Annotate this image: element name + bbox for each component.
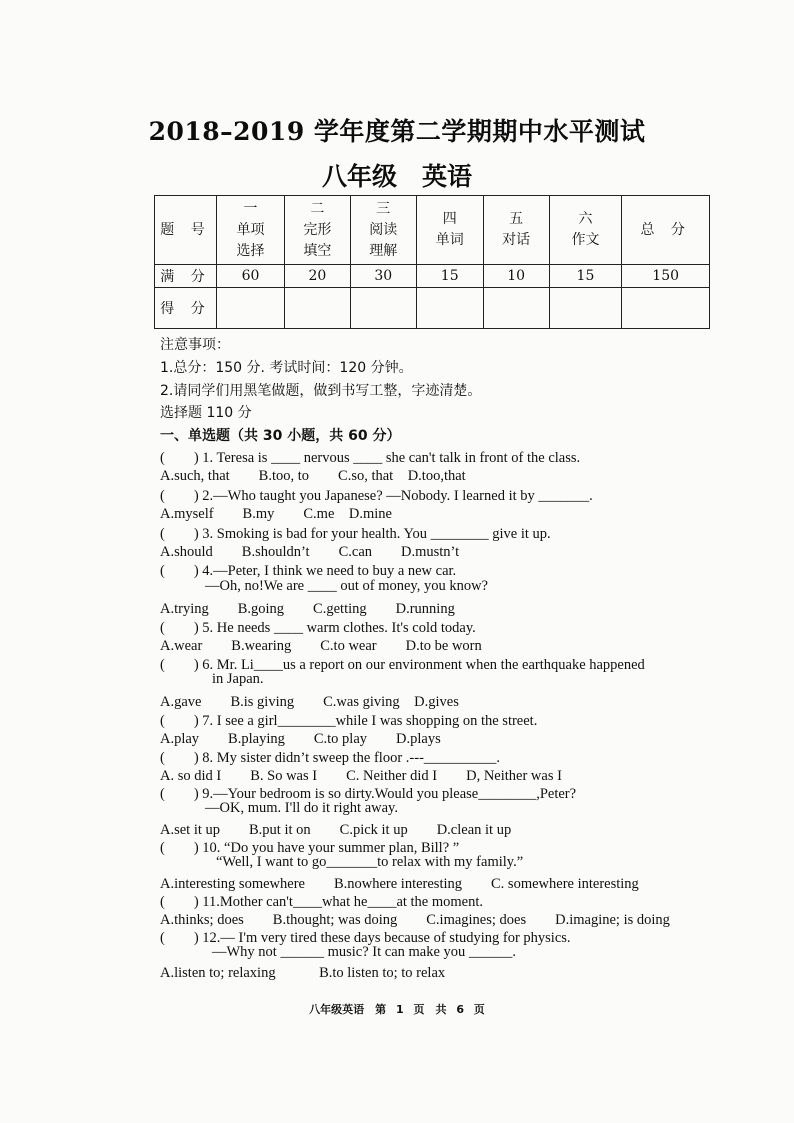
full-score-cell: 30 [350, 265, 416, 288]
question-10: ( ) 10. “Do you have your summer plan, Bill? ” [160, 840, 460, 856]
score-table [154, 195, 710, 329]
full-score-cell: 60 [217, 265, 285, 288]
question-12: ( ) 12.— I'm very tired these days because of studying for physics. [160, 930, 571, 946]
options-7: A.play B.playing C.to play D.plays [160, 731, 441, 747]
options-5: A.wear B.wearing C.to wear D.to be worn [160, 638, 482, 654]
section-heading: 一、单选题（共 30 小题，共 60 分） [160, 428, 401, 444]
question-2: ( ) 2.—Who taught you Japanese? —Nobody. I learned it by _______. [160, 488, 593, 504]
notes-line-1: 1.总分：150 分. 考试时间：120 分钟。 [160, 360, 413, 376]
got-score-label: 得 分 [155, 288, 217, 329]
options-9: A.set it up B.put it on C.pick it up D.clean it up [160, 822, 512, 838]
question-6-cont: in Japan. [212, 671, 264, 687]
header-cell-5: 五 对话 [483, 196, 549, 265]
options-1: A.such, that B.too, to C.so, that D.too,that [160, 468, 466, 484]
question-6: ( ) 6. Mr. Li____us a report on our environment when the earthquake happened [160, 657, 645, 673]
question-12-reply: —Why not ______ music? It can make you ______. [212, 944, 517, 960]
score-table-header-row [155, 196, 710, 265]
options-11: A.thinks; does B.thought; was doing C.imagines; does D.imagine; is doing [160, 912, 670, 928]
header-cell-2: 二 完形 填空 [284, 196, 350, 265]
header-cell-label: 题 号 [155, 196, 217, 265]
full-score-cell: 15 [549, 265, 622, 288]
question-9: ( ) 9.—Your bedroom is so dirty.Would you please________,Peter? [160, 786, 577, 802]
full-score-label: 满 分 [155, 265, 217, 288]
header-cell-4: 四 单词 [416, 196, 483, 265]
notes-line-2: 2.请同学们用黑笔做题，做到书写工整，字迹清楚。 [160, 383, 482, 399]
question-10-reply: “Well, I want to go_______to relax with my family.” [216, 854, 524, 870]
question-5: ( ) 5. He needs ____ warm clothes. It's cold today. [160, 620, 476, 636]
page-footer: 八年级英语 第 1 页 共 6 页 [309, 1003, 485, 1016]
options-6: A.gave B.is giving C.was giving D.gives [160, 694, 459, 710]
got-score-cell[interactable] [622, 288, 710, 329]
got-score-row [155, 288, 710, 329]
question-11: ( ) 11.Mother can't____what he____at the moment. [160, 894, 484, 910]
header-cell-3: 三 阅读 理解 [350, 196, 416, 265]
question-9-reply: —OK, mum. I'll do it right away. [205, 800, 398, 816]
question-1: ( ) 1. Teresa is ____ nervous ____ she can't talk in front of the class. [160, 450, 581, 466]
got-score-cell[interactable] [549, 288, 622, 329]
got-score-cell[interactable] [284, 288, 350, 329]
select-total: 选择题 110 分 [160, 405, 252, 421]
full-score-row [155, 265, 710, 288]
got-score-cell[interactable] [350, 288, 416, 329]
got-score-cell[interactable] [416, 288, 483, 329]
full-score-cell: 10 [483, 265, 549, 288]
full-score-cell: 150 [622, 265, 710, 288]
notes-heading: 注意事项： [160, 337, 230, 353]
question-4-reply: —Oh, no!We are ____ out of money, you know? [205, 578, 488, 594]
header-cell-total: 总 分 [622, 196, 710, 265]
header-cell-6: 六 作文 [549, 196, 622, 265]
options-4: A.trying B.going C.getting D.running [160, 601, 455, 617]
question-4: ( ) 4.—Peter, I think we need to buy a new car. [160, 563, 457, 579]
header-cell-1: 一 单项 选择 [217, 196, 285, 265]
question-3: ( ) 3. Smoking is bad for your health. You ________ give it up. [160, 526, 551, 542]
got-score-cell[interactable] [483, 288, 549, 329]
options-10: A.interesting somewhere B.nowhere interesting C. somewhere interesting [160, 876, 639, 892]
exam-title: 2018–2019 学年度第二学期期中水平测试 [148, 117, 646, 146]
options-2: A.myself B.my C.me D.mine [160, 506, 392, 522]
exam-subtitle: 八年级 英语 [321, 162, 472, 191]
full-score-cell: 20 [284, 265, 350, 288]
options-3: A.should B.shouldn’t C.can D.mustn’t [160, 544, 460, 560]
full-score-cell: 15 [416, 265, 483, 288]
options-8: A. so did I B. So was I C. Neither did I D, Neither was I [160, 768, 562, 784]
options-12: A.listen to; relaxing B.to listen to; to relax [160, 965, 446, 981]
got-score-cell[interactable] [217, 288, 285, 329]
question-8: ( ) 8. My sister didn’t sweep the floor .---__________. [160, 750, 501, 766]
question-7: ( ) 7. I see a girl________while I was shopping on the street. [160, 713, 538, 729]
